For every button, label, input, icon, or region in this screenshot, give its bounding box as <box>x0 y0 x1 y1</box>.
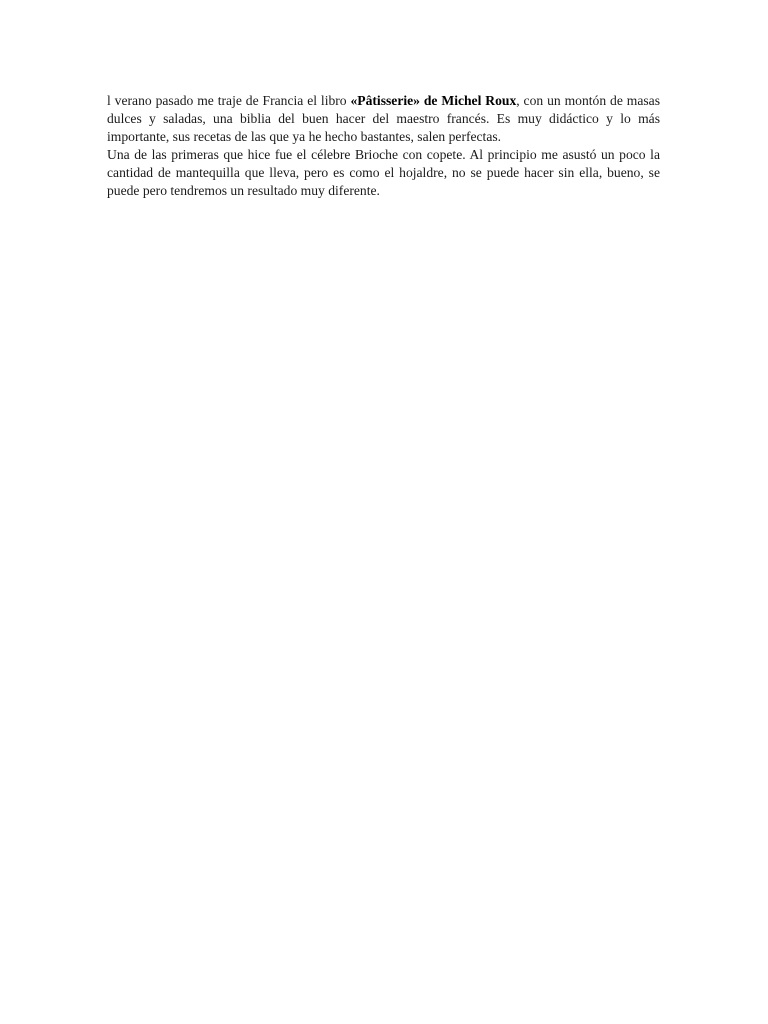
paragraph-intro <box>107 92 660 146</box>
article-body <box>107 92 660 200</box>
intro-lead-text: l verano pasado me traje de Francia el libro <box>107 93 351 108</box>
intro-rest-text: , con un montón de masas dulces y saladas, una biblia del buen hacer del maestro francés. Es muy didáctico y lo más importante, sus recetas de las que ya he hecho bastantes, salen perfectas. <box>107 93 660 144</box>
paragraph-brioche: Una de las primeras que hice fue el célebre Brioche con copete. Al principio me asustó un poco la cantidad de mantequilla que lleva, pero es como el hojaldre, no se puede hacer sin ella, bueno, se puede pero tendremos un resultado muy diferente. <box>107 147 660 198</box>
book-title: «Pâtisserie» de Michel Roux <box>350 93 517 108</box>
